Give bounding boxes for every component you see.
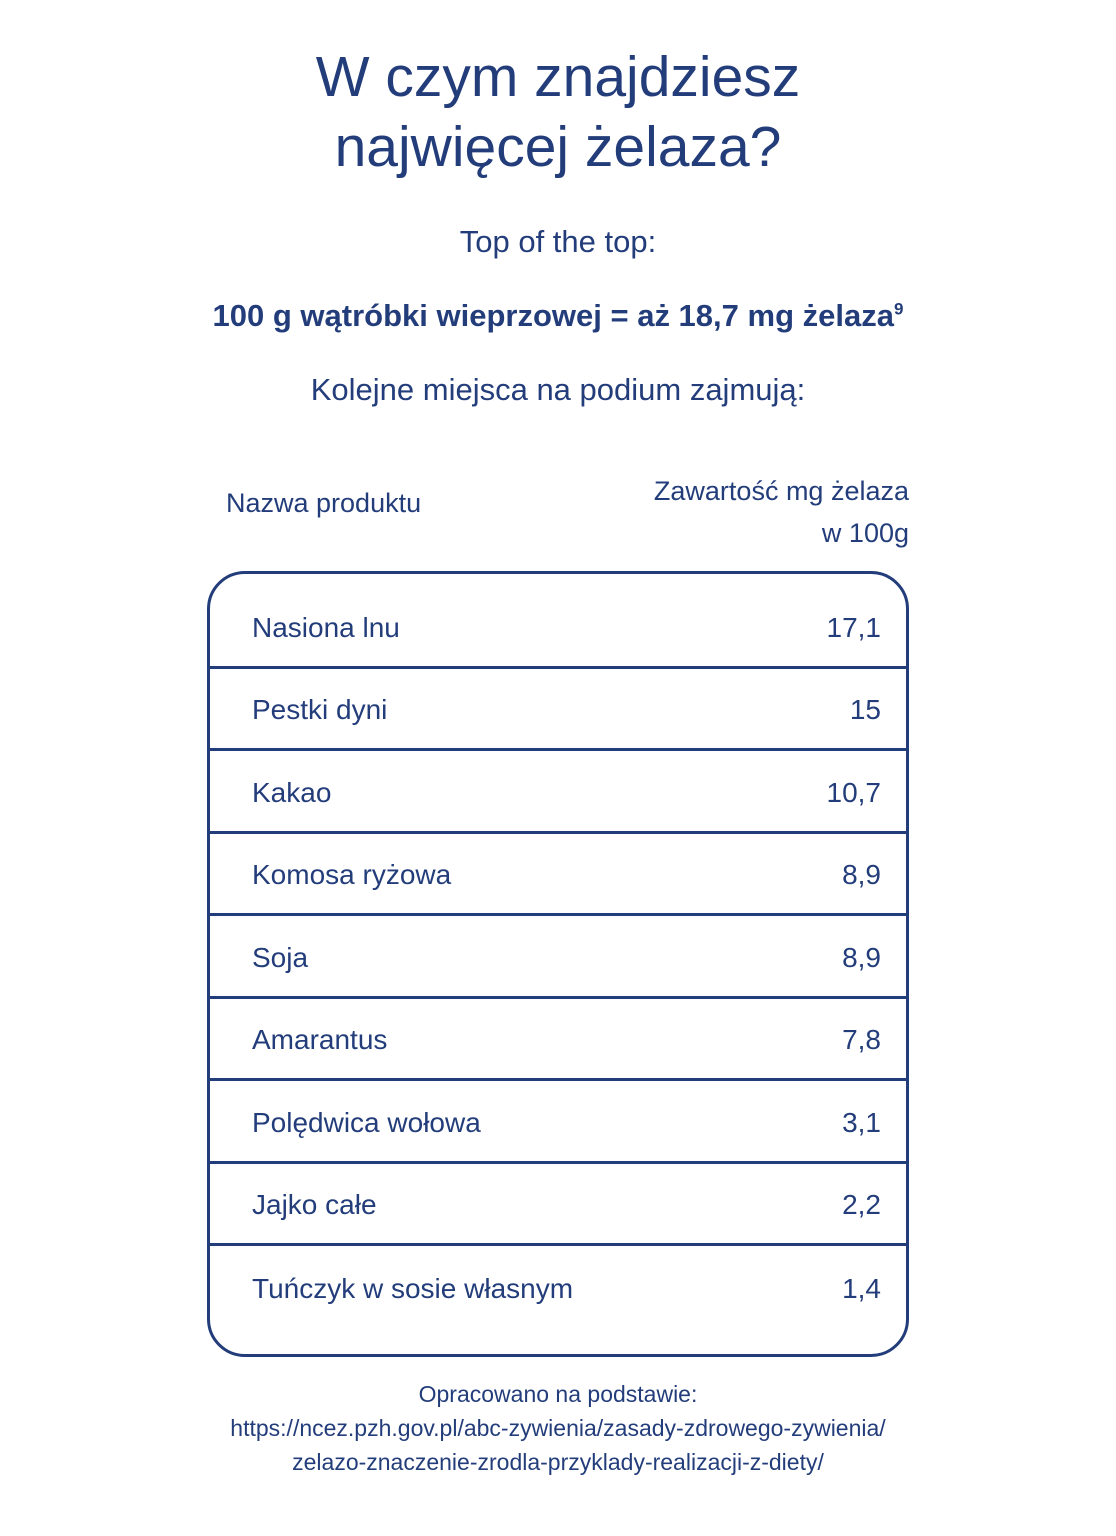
page-title-line1: W czym znajdziesz bbox=[315, 45, 801, 109]
source-note bbox=[0, 1377, 1116, 1479]
product-name: Nasiona lnu bbox=[252, 611, 400, 643]
table-row bbox=[210, 754, 906, 834]
product-name: Amarantus bbox=[252, 1023, 388, 1055]
product-name: Soja bbox=[252, 941, 309, 973]
top-fact bbox=[0, 294, 1116, 338]
product-name: Jajko całe bbox=[252, 1188, 377, 1220]
iron-content-table bbox=[207, 571, 909, 1357]
source-label: Opracowano na podstawie: bbox=[418, 1381, 698, 1407]
product-name: Pestki dyni bbox=[252, 693, 388, 725]
column-header-value-line2: w 100g bbox=[821, 518, 909, 548]
table-row bbox=[210, 1001, 906, 1081]
iron-value: 8,9 bbox=[842, 858, 881, 890]
iron-value: 3,1 bbox=[842, 1106, 881, 1138]
iron-value: 15 bbox=[849, 693, 881, 725]
page-title-line2: najwięcej żelaza? bbox=[334, 115, 782, 179]
table-row bbox=[210, 1249, 906, 1329]
column-header-name: Nazwa produktu bbox=[226, 488, 422, 518]
footnote-marker: 9 bbox=[893, 299, 904, 319]
iron-value: 17,1 bbox=[826, 611, 881, 643]
column-header-value bbox=[589, 470, 909, 554]
product-name: Kakao bbox=[252, 776, 332, 808]
column-header-value-line1: Zawartość mg żelaza bbox=[653, 476, 909, 506]
table-row bbox=[210, 1166, 906, 1246]
top-label: Top of the top: bbox=[459, 224, 657, 259]
product-name: Polędwica wołowa bbox=[252, 1106, 481, 1138]
source-url-line1: https://ncez.pzh.gov.pl/abc-zywienia/zasady-zdrowego-zywienia/ bbox=[230, 1415, 886, 1441]
top-fact-text: 100 g wątróbki wieprzowej = aż 18,7 mg żelaza bbox=[212, 298, 894, 333]
table-row bbox=[210, 1084, 906, 1164]
product-name: Tuńczyk w sosie własnym bbox=[252, 1273, 574, 1304]
table-row bbox=[210, 919, 906, 999]
product-name: Komosa ryżowa bbox=[252, 858, 452, 890]
table-row bbox=[210, 671, 906, 751]
iron-value: 7,8 bbox=[842, 1023, 881, 1055]
table-row bbox=[210, 589, 906, 669]
page-title bbox=[0, 42, 1116, 182]
source-url-line2: zelazo-znaczenie-zrodla-przyklady-realizacji-z-diety/ bbox=[292, 1449, 824, 1475]
podium-label: Kolejne miejsca na podium zajmują: bbox=[310, 372, 806, 407]
iron-value: 2,2 bbox=[842, 1188, 881, 1220]
iron-value: 10,7 bbox=[826, 776, 881, 808]
table-row bbox=[210, 836, 906, 916]
iron-value: 1,4 bbox=[842, 1273, 881, 1304]
iron-value: 8,9 bbox=[842, 941, 881, 973]
